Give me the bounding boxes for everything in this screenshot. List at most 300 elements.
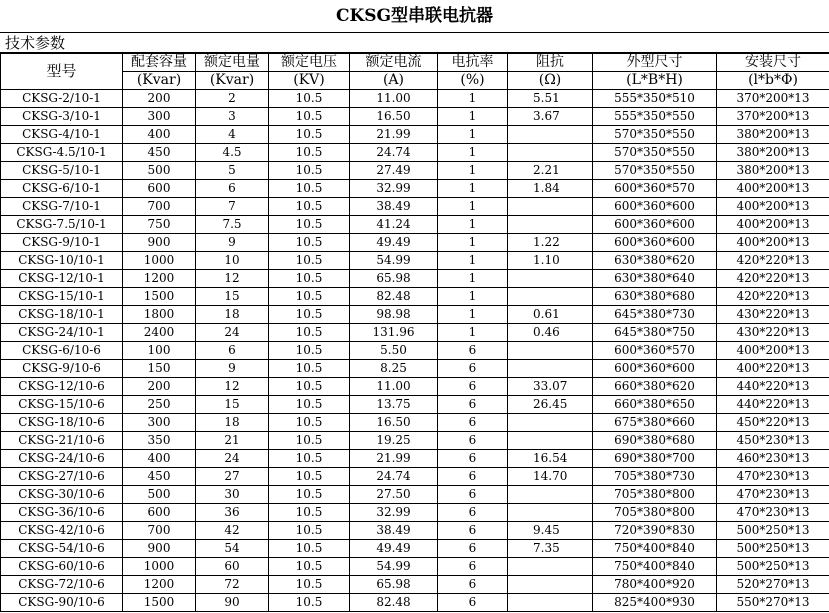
cell-capacity[interactable]: 600	[123, 504, 196, 522]
cell-rated-voltage[interactable]: 10.5	[269, 342, 350, 360]
cell-impedance[interactable]: 7.35	[508, 540, 593, 558]
cell-rated-power[interactable]: 6	[196, 180, 269, 198]
cell-impedance[interactable]	[508, 576, 593, 594]
cell-rated-current[interactable]: 65.98	[350, 576, 438, 594]
cell-outer-size[interactable]: 600*360*600	[593, 216, 717, 234]
cell-reactance-rate[interactable]: 6	[438, 414, 508, 432]
cell-rated-current[interactable]: 65.98	[350, 270, 438, 288]
cell-rated-voltage[interactable]: 10.5	[269, 378, 350, 396]
cell-impedance[interactable]: 16.54	[508, 450, 593, 468]
cell-rated-current[interactable]: 27.49	[350, 162, 438, 180]
cell-impedance[interactable]: 0.61	[508, 306, 593, 324]
cell-capacity[interactable]: 300	[123, 414, 196, 432]
cell-install-size[interactable]: 550*270*13	[717, 594, 829, 612]
cell-install-size[interactable]: 520*270*13	[717, 576, 829, 594]
cell-impedance[interactable]	[508, 342, 593, 360]
cell-outer-size[interactable]: 660*380*650	[593, 396, 717, 414]
cell-rated-current[interactable]: 49.49	[350, 234, 438, 252]
cell-capacity[interactable]: 1500	[123, 288, 196, 306]
cell-model[interactable]: CKSG-4/10-1	[1, 126, 123, 144]
cell-model[interactable]: CKSG-10/10-1	[1, 252, 123, 270]
unit-reactance-rate[interactable]: (%)	[438, 72, 508, 90]
header-rated-power[interactable]: 额定电量	[196, 54, 269, 72]
cell-rated-voltage[interactable]: 10.5	[269, 288, 350, 306]
cell-capacity[interactable]: 700	[123, 198, 196, 216]
table-row	[1, 558, 829, 576]
cell-impedance[interactable]: 1.22	[508, 234, 593, 252]
cell-install-size[interactable]: 420*220*13	[717, 270, 829, 288]
cell-impedance[interactable]	[508, 270, 593, 288]
cell-rated-voltage[interactable]: 10.5	[269, 594, 350, 612]
cell-model[interactable]: CKSG-15/10-1	[1, 288, 123, 306]
cell-rated-current[interactable]: 27.50	[350, 486, 438, 504]
cell-impedance[interactable]: 5.51	[508, 90, 593, 108]
header-model[interactable]: 型号	[1, 54, 123, 90]
cell-rated-current[interactable]: 54.99	[350, 252, 438, 270]
cell-capacity[interactable]: 200	[123, 378, 196, 396]
unit-rated-power[interactable]: (Kvar)	[196, 72, 269, 90]
cell-reactance-rate[interactable]: 1	[438, 162, 508, 180]
cell-reactance-rate[interactable]: 6	[438, 450, 508, 468]
cell-rated-voltage[interactable]: 10.5	[269, 108, 350, 126]
cell-rated-voltage[interactable]: 10.5	[269, 234, 350, 252]
cell-impedance[interactable]: 14.70	[508, 468, 593, 486]
page-title: CKSG型串联电抗器	[0, 0, 829, 33]
cell-outer-size[interactable]: 555*350*550	[593, 108, 717, 126]
cell-rated-voltage[interactable]: 10.5	[269, 126, 350, 144]
cell-reactance-rate[interactable]: 6	[438, 432, 508, 450]
cell-reactance-rate[interactable]: 1	[438, 288, 508, 306]
unit-rated-voltage[interactable]: (KV)	[269, 72, 350, 90]
cell-rated-voltage[interactable]: 10.5	[269, 144, 350, 162]
header-rated-voltage[interactable]: 额定电压	[269, 54, 350, 72]
cell-rated-current[interactable]: 38.49	[350, 198, 438, 216]
cell-rated-current[interactable]: 54.99	[350, 558, 438, 576]
cell-reactance-rate[interactable]: 1	[438, 108, 508, 126]
cell-rated-power[interactable]: 21	[196, 432, 269, 450]
cell-reactance-rate[interactable]: 6	[438, 594, 508, 612]
cell-reactance-rate[interactable]: 6	[438, 468, 508, 486]
cell-model[interactable]: CKSG-7.5/10-1	[1, 216, 123, 234]
cell-outer-size[interactable]: 780*400*920	[593, 576, 717, 594]
cell-rated-voltage[interactable]: 10.5	[269, 432, 350, 450]
cell-install-size[interactable]: 400*200*13	[717, 216, 829, 234]
table-row	[1, 342, 829, 360]
cell-rated-power[interactable]: 4	[196, 126, 269, 144]
cell-reactance-rate[interactable]: 6	[438, 504, 508, 522]
cell-rated-current[interactable]: 82.48	[350, 594, 438, 612]
header-reactance-rate[interactable]: 电抗率	[438, 54, 508, 72]
cell-rated-current[interactable]: 38.49	[350, 522, 438, 540]
cell-rated-power[interactable]: 18	[196, 306, 269, 324]
cell-rated-current[interactable]: 131.96	[350, 324, 438, 342]
cell-model[interactable]: CKSG-2/10-1	[1, 90, 123, 108]
cell-impedance[interactable]	[508, 360, 593, 378]
unit-rated-current[interactable]: (A)	[350, 72, 438, 90]
cell-reactance-rate[interactable]: 6	[438, 378, 508, 396]
cell-rated-power[interactable]: 72	[196, 576, 269, 594]
cell-rated-voltage[interactable]: 10.5	[269, 270, 350, 288]
cell-install-size[interactable]: 400*200*13	[717, 198, 829, 216]
cell-capacity[interactable]: 1200	[123, 576, 196, 594]
cell-capacity[interactable]: 1800	[123, 306, 196, 324]
unit-outer-size[interactable]: (L*B*H)	[593, 72, 717, 90]
cell-model[interactable]: CKSG-18/10-1	[1, 306, 123, 324]
cell-impedance[interactable]: 0.46	[508, 324, 593, 342]
cell-reactance-rate[interactable]: 1	[438, 270, 508, 288]
cell-rated-current[interactable]: 11.00	[350, 90, 438, 108]
cell-rated-voltage[interactable]: 10.5	[269, 180, 350, 198]
cell-outer-size[interactable]: 675*380*660	[593, 414, 717, 432]
cell-outer-size[interactable]: 690*380*680	[593, 432, 717, 450]
cell-outer-size[interactable]: 600*360*600	[593, 198, 717, 216]
cell-reactance-rate[interactable]: 6	[438, 558, 508, 576]
cell-capacity[interactable]: 600	[123, 180, 196, 198]
cell-reactance-rate[interactable]: 6	[438, 360, 508, 378]
cell-rated-current[interactable]: 82.48	[350, 288, 438, 306]
cell-rated-power[interactable]: 10	[196, 252, 269, 270]
cell-model[interactable]: CKSG-9/10-1	[1, 234, 123, 252]
cell-reactance-rate[interactable]: 1	[438, 90, 508, 108]
cell-rated-current[interactable]: 49.49	[350, 540, 438, 558]
cell-model[interactable]: CKSG-7/10-1	[1, 198, 123, 216]
cell-install-size[interactable]: 500*250*13	[717, 522, 829, 540]
cell-rated-current[interactable]: 19.25	[350, 432, 438, 450]
cell-install-size[interactable]: 450*220*13	[717, 414, 829, 432]
table-row	[1, 432, 829, 450]
cell-outer-size[interactable]: 720*390*830	[593, 522, 717, 540]
cell-rated-power[interactable]: 12	[196, 270, 269, 288]
cell-impedance[interactable]: 3.67	[508, 108, 593, 126]
cell-install-size[interactable]: 380*200*13	[717, 162, 829, 180]
cell-outer-size[interactable]: 630*380*620	[593, 252, 717, 270]
cell-impedance[interactable]: 33.07	[508, 378, 593, 396]
cell-reactance-rate[interactable]: 6	[438, 486, 508, 504]
cell-impedance[interactable]: 2.21	[508, 162, 593, 180]
cell-rated-current[interactable]: 16.50	[350, 414, 438, 432]
cell-impedance[interactable]	[508, 594, 593, 612]
cell-capacity[interactable]: 900	[123, 540, 196, 558]
cell-rated-current[interactable]: 11.00	[350, 378, 438, 396]
cell-outer-size[interactable]: 600*360*570	[593, 342, 717, 360]
cell-capacity[interactable]: 350	[123, 432, 196, 450]
cell-rated-current[interactable]: 24.74	[350, 144, 438, 162]
cell-impedance[interactable]	[508, 414, 593, 432]
cell-rated-power[interactable]: 54	[196, 540, 269, 558]
table-row	[1, 306, 829, 324]
header-capacity[interactable]: 配套容量	[123, 54, 196, 72]
cell-rated-power[interactable]: 12	[196, 378, 269, 396]
cell-rated-voltage[interactable]: 10.5	[269, 486, 350, 504]
cell-rated-power[interactable]: 7.5	[196, 216, 269, 234]
header-install-size[interactable]: 安装尺寸	[717, 54, 829, 72]
cell-rated-power[interactable]: 2	[196, 90, 269, 108]
unit-impedance[interactable]: (Ω)	[508, 72, 593, 90]
cell-rated-current[interactable]: 98.98	[350, 306, 438, 324]
cell-rated-voltage[interactable]: 10.5	[269, 468, 350, 486]
unit-capacity[interactable]: (Kvar)	[123, 72, 196, 90]
cell-outer-size[interactable]: 570*350*550	[593, 162, 717, 180]
cell-capacity[interactable]: 200	[123, 90, 196, 108]
cell-capacity[interactable]: 250	[123, 396, 196, 414]
cell-install-size[interactable]: 470*230*13	[717, 504, 829, 522]
cell-rated-power[interactable]: 27	[196, 468, 269, 486]
cell-impedance[interactable]: 1.84	[508, 180, 593, 198]
cell-capacity[interactable]: 100	[123, 342, 196, 360]
cell-rated-power[interactable]: 3	[196, 108, 269, 126]
table-row	[1, 414, 829, 432]
cell-install-size[interactable]: 400*200*13	[717, 234, 829, 252]
cell-model[interactable]: CKSG-72/10-6	[1, 576, 123, 594]
table-row	[1, 126, 829, 144]
cell-rated-power[interactable]: 60	[196, 558, 269, 576]
cell-rated-power[interactable]: 30	[196, 486, 269, 504]
cell-capacity[interactable]: 1000	[123, 252, 196, 270]
cell-outer-size[interactable]: 570*350*550	[593, 144, 717, 162]
cell-impedance[interactable]: 26.45	[508, 396, 593, 414]
cell-install-size[interactable]: 500*250*13	[717, 540, 829, 558]
cell-rated-power[interactable]: 24	[196, 450, 269, 468]
cell-model[interactable]: CKSG-9/10-6	[1, 360, 123, 378]
table-row	[1, 216, 829, 234]
cell-model[interactable]: CKSG-15/10-6	[1, 396, 123, 414]
cell-model[interactable]: CKSG-27/10-6	[1, 468, 123, 486]
cell-impedance[interactable]	[508, 126, 593, 144]
cell-capacity[interactable]: 1200	[123, 270, 196, 288]
cell-reactance-rate[interactable]: 6	[438, 576, 508, 594]
cell-rated-voltage[interactable]: 10.5	[269, 216, 350, 234]
cell-outer-size[interactable]: 630*380*680	[593, 288, 717, 306]
cell-outer-size[interactable]: 600*360*600	[593, 234, 717, 252]
cell-rated-current[interactable]: 5.50	[350, 342, 438, 360]
cell-outer-size[interactable]: 690*380*700	[593, 450, 717, 468]
cell-rated-voltage[interactable]: 10.5	[269, 252, 350, 270]
cell-reactance-rate[interactable]: 1	[438, 324, 508, 342]
cell-install-size[interactable]: 470*230*13	[717, 468, 829, 486]
cell-rated-power[interactable]: 6	[196, 342, 269, 360]
cell-rated-current[interactable]: 32.99	[350, 180, 438, 198]
cell-install-size[interactable]: 380*200*13	[717, 144, 829, 162]
cell-model[interactable]: CKSG-42/10-6	[1, 522, 123, 540]
cell-reactance-rate[interactable]: 6	[438, 396, 508, 414]
cell-outer-size[interactable]: 555*350*510	[593, 90, 717, 108]
cell-rated-power[interactable]: 9	[196, 234, 269, 252]
cell-capacity[interactable]: 150	[123, 360, 196, 378]
cell-outer-size[interactable]: 630*380*640	[593, 270, 717, 288]
cell-model[interactable]: CKSG-24/10-1	[1, 324, 123, 342]
cell-impedance[interactable]	[508, 144, 593, 162]
cell-rated-current[interactable]: 21.99	[350, 126, 438, 144]
cell-rated-voltage[interactable]: 10.5	[269, 90, 350, 108]
cell-rated-current[interactable]: 13.75	[350, 396, 438, 414]
cell-rated-power[interactable]: 4.5	[196, 144, 269, 162]
table-row	[1, 234, 829, 252]
cell-rated-voltage[interactable]: 10.5	[269, 162, 350, 180]
cell-rated-voltage[interactable]: 10.5	[269, 522, 350, 540]
cell-model[interactable]: CKSG-90/10-6	[1, 594, 123, 612]
cell-reactance-rate[interactable]: 6	[438, 342, 508, 360]
cell-impedance[interactable]	[508, 288, 593, 306]
cell-rated-voltage[interactable]: 10.5	[269, 360, 350, 378]
cell-outer-size[interactable]: 645*380*750	[593, 324, 717, 342]
cell-install-size[interactable]: 430*220*13	[717, 306, 829, 324]
cell-install-size[interactable]: 500*250*13	[717, 558, 829, 576]
cell-outer-size[interactable]: 660*380*620	[593, 378, 717, 396]
table-row	[1, 324, 829, 342]
cell-reactance-rate[interactable]: 1	[438, 216, 508, 234]
cell-install-size[interactable]: 460*230*13	[717, 450, 829, 468]
cell-model[interactable]: CKSG-12/10-6	[1, 378, 123, 396]
cell-outer-size[interactable]: 570*350*550	[593, 126, 717, 144]
cell-reactance-rate[interactable]: 1	[438, 198, 508, 216]
cell-reactance-rate[interactable]: 1	[438, 252, 508, 270]
cell-impedance[interactable]	[508, 432, 593, 450]
cell-capacity[interactable]: 450	[123, 468, 196, 486]
cell-model[interactable]: CKSG-24/10-6	[1, 450, 123, 468]
table-row	[1, 108, 829, 126]
cell-capacity[interactable]: 500	[123, 162, 196, 180]
cell-install-size[interactable]: 400*220*13	[717, 360, 829, 378]
cell-reactance-rate[interactable]: 1	[438, 234, 508, 252]
cell-model[interactable]: CKSG-21/10-6	[1, 432, 123, 450]
cell-rated-current[interactable]: 24.74	[350, 468, 438, 486]
table-row	[1, 90, 829, 108]
cell-install-size[interactable]: 470*230*13	[717, 486, 829, 504]
cell-install-size[interactable]: 440*220*13	[717, 378, 829, 396]
cell-outer-size[interactable]: 705*380*800	[593, 504, 717, 522]
header-outer-size[interactable]: 外型尺寸	[593, 54, 717, 72]
cell-rated-power[interactable]: 36	[196, 504, 269, 522]
cell-model[interactable]: CKSG-30/10-6	[1, 486, 123, 504]
table-row	[1, 450, 829, 468]
table-row	[1, 180, 829, 198]
cell-reactance-rate[interactable]: 6	[438, 522, 508, 540]
cell-outer-size[interactable]: 750*400*840	[593, 540, 717, 558]
cell-rated-power[interactable]: 5	[196, 162, 269, 180]
table-row	[1, 486, 829, 504]
cell-reactance-rate[interactable]: 1	[438, 306, 508, 324]
cell-rated-voltage[interactable]: 10.5	[269, 414, 350, 432]
cell-impedance[interactable]	[508, 198, 593, 216]
cell-model[interactable]: CKSG-36/10-6	[1, 504, 123, 522]
cell-model[interactable]: CKSG-4.5/10-1	[1, 144, 123, 162]
cell-capacity[interactable]: 400	[123, 450, 196, 468]
cell-install-size[interactable]: 370*200*13	[717, 90, 829, 108]
table-row	[1, 540, 829, 558]
cell-install-size[interactable]: 440*220*13	[717, 396, 829, 414]
header-impedance[interactable]: 阻抗	[508, 54, 593, 72]
cell-outer-size[interactable]: 750*400*840	[593, 558, 717, 576]
cell-capacity[interactable]: 900	[123, 234, 196, 252]
cell-reactance-rate[interactable]: 6	[438, 540, 508, 558]
cell-rated-voltage[interactable]: 10.5	[269, 504, 350, 522]
cell-outer-size[interactable]: 705*380*800	[593, 486, 717, 504]
cell-rated-current[interactable]: 16.50	[350, 108, 438, 126]
table-row	[1, 144, 829, 162]
cell-rated-voltage[interactable]: 10.5	[269, 306, 350, 324]
cell-model[interactable]: CKSG-60/10-6	[1, 558, 123, 576]
cell-outer-size[interactable]: 705*380*730	[593, 468, 717, 486]
cell-capacity[interactable]: 2400	[123, 324, 196, 342]
cell-outer-size[interactable]: 645*380*730	[593, 306, 717, 324]
cell-rated-power[interactable]: 9	[196, 360, 269, 378]
table-row	[1, 396, 829, 414]
cell-reactance-rate[interactable]: 1	[438, 144, 508, 162]
cell-reactance-rate[interactable]: 1	[438, 180, 508, 198]
cell-capacity[interactable]: 450	[123, 144, 196, 162]
cell-rated-voltage[interactable]: 10.5	[269, 576, 350, 594]
cell-impedance[interactable]	[508, 558, 593, 576]
cell-impedance[interactable]	[508, 486, 593, 504]
cell-rated-power[interactable]: 7	[196, 198, 269, 216]
cell-rated-current[interactable]: 41.24	[350, 216, 438, 234]
table-row	[1, 576, 829, 594]
cell-rated-power[interactable]: 24	[196, 324, 269, 342]
cell-impedance[interactable]	[508, 216, 593, 234]
cell-install-size[interactable]: 420*220*13	[717, 252, 829, 270]
cell-install-size[interactable]: 400*200*13	[717, 342, 829, 360]
cell-outer-size[interactable]: 600*360*570	[593, 180, 717, 198]
cell-model[interactable]: CKSG-54/10-6	[1, 540, 123, 558]
cell-rated-power[interactable]: 42	[196, 522, 269, 540]
table-row	[1, 522, 829, 540]
cell-rated-power[interactable]: 15	[196, 396, 269, 414]
cell-rated-current[interactable]: 21.99	[350, 450, 438, 468]
cell-reactance-rate[interactable]: 1	[438, 126, 508, 144]
cell-model[interactable]: CKSG-12/10-1	[1, 270, 123, 288]
cell-capacity[interactable]: 500	[123, 486, 196, 504]
cell-outer-size[interactable]: 600*360*600	[593, 360, 717, 378]
cell-rated-voltage[interactable]: 10.5	[269, 198, 350, 216]
cell-rated-voltage[interactable]: 10.5	[269, 540, 350, 558]
cell-rated-power[interactable]: 18	[196, 414, 269, 432]
cell-capacity[interactable]: 700	[123, 522, 196, 540]
cell-rated-current[interactable]: 8.25	[350, 360, 438, 378]
cell-install-size[interactable]: 370*200*13	[717, 108, 829, 126]
header-rated-current[interactable]: 额定电流	[350, 54, 438, 72]
cell-impedance[interactable]	[508, 504, 593, 522]
cell-capacity[interactable]: 300	[123, 108, 196, 126]
cell-install-size[interactable]: 380*200*13	[717, 126, 829, 144]
cell-outer-size[interactable]: 825*400*930	[593, 594, 717, 612]
cell-rated-voltage[interactable]: 10.5	[269, 450, 350, 468]
cell-impedance[interactable]: 1.10	[508, 252, 593, 270]
cell-install-size[interactable]: 420*220*13	[717, 288, 829, 306]
cell-rated-current[interactable]: 32.99	[350, 504, 438, 522]
cell-impedance[interactable]: 9.45	[508, 522, 593, 540]
cell-model[interactable]: CKSG-5/10-1	[1, 162, 123, 180]
cell-capacity[interactable]: 750	[123, 216, 196, 234]
cell-model[interactable]: CKSG-6/10-6	[1, 342, 123, 360]
cell-install-size[interactable]: 400*200*13	[717, 180, 829, 198]
cell-model[interactable]: CKSG-6/10-1	[1, 180, 123, 198]
spec-table	[0, 53, 829, 612]
cell-rated-power[interactable]: 90	[196, 594, 269, 612]
cell-rated-voltage[interactable]: 10.5	[269, 558, 350, 576]
cell-capacity[interactable]: 1000	[123, 558, 196, 576]
unit-install-size[interactable]: (l*b*Φ)	[717, 72, 829, 90]
cell-install-size[interactable]: 450*230*13	[717, 432, 829, 450]
cell-rated-voltage[interactable]: 10.5	[269, 324, 350, 342]
cell-install-size[interactable]: 430*220*13	[717, 324, 829, 342]
cell-capacity[interactable]: 1500	[123, 594, 196, 612]
cell-rated-voltage[interactable]: 10.5	[269, 396, 350, 414]
cell-model[interactable]: CKSG-3/10-1	[1, 108, 123, 126]
cell-model[interactable]: CKSG-18/10-6	[1, 414, 123, 432]
table-body	[1, 90, 829, 612]
cell-capacity[interactable]: 400	[123, 126, 196, 144]
cell-rated-power[interactable]: 15	[196, 288, 269, 306]
